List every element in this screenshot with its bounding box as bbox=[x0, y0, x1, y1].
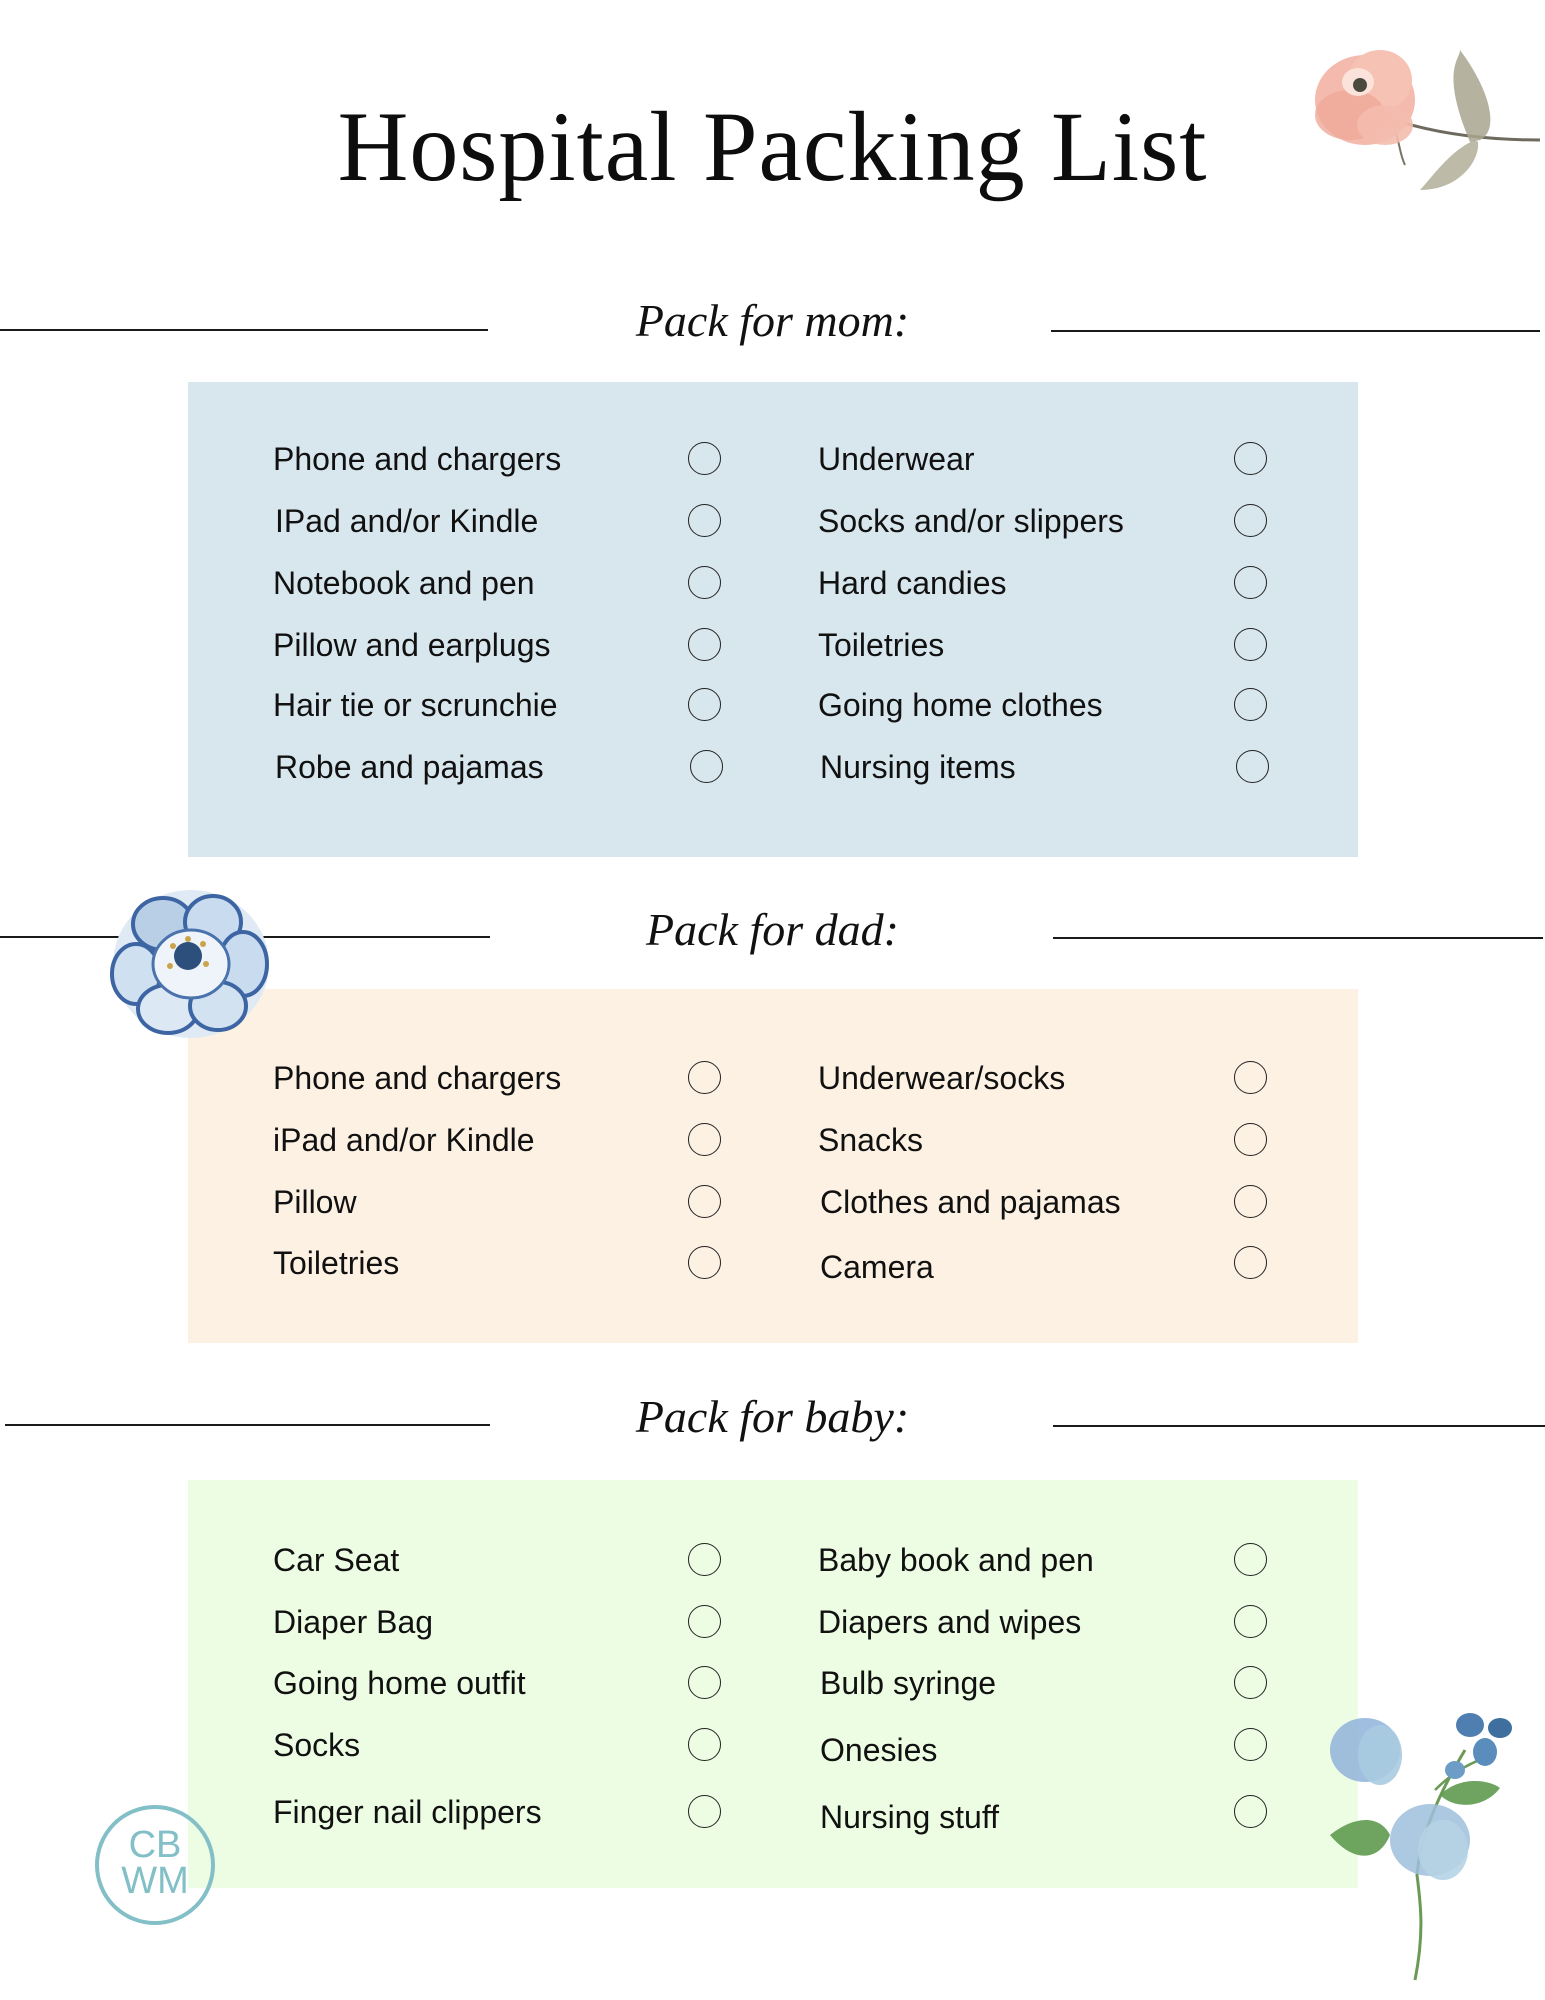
list-item: Going home clothes bbox=[818, 687, 1103, 723]
blue-flower-icon bbox=[108, 884, 274, 1042]
checkbox[interactable] bbox=[1234, 1605, 1267, 1638]
section-heading-baby: Pack for baby: bbox=[635, 1391, 910, 1442]
checkbox[interactable] bbox=[688, 1185, 721, 1218]
section-heading-dad: Pack for dad: bbox=[646, 904, 899, 955]
dad-checklist-box bbox=[188, 989, 1358, 1343]
pink-peony-icon bbox=[1310, 30, 1545, 200]
checkbox[interactable] bbox=[688, 1123, 721, 1156]
checkbox[interactable] bbox=[688, 504, 721, 537]
list-item: iPad and/or Kindle bbox=[273, 1122, 535, 1158]
list-item: Bulb syringe bbox=[820, 1665, 997, 1701]
list-item: Diapers and wipes bbox=[818, 1604, 1082, 1640]
list-item: Phone and chargers bbox=[273, 441, 562, 477]
checkbox[interactable] bbox=[688, 566, 721, 599]
checkbox[interactable] bbox=[1234, 1666, 1267, 1699]
checkbox[interactable] bbox=[1234, 628, 1267, 661]
page-title: Hospital Packing List bbox=[337, 91, 1208, 202]
checkbox[interactable] bbox=[690, 750, 723, 783]
list-item: Nursing items bbox=[820, 749, 1016, 785]
section-heading-mom: Pack for mom: bbox=[635, 295, 910, 346]
checkbox[interactable] bbox=[688, 1666, 721, 1699]
list-item: Finger nail clippers bbox=[273, 1794, 542, 1830]
list-item: Nursing stuff bbox=[820, 1799, 1000, 1835]
list-item: Diaper Bag bbox=[273, 1604, 434, 1640]
list-item: Car Seat bbox=[273, 1542, 400, 1578]
checkbox[interactable] bbox=[1234, 1061, 1267, 1094]
checkbox[interactable] bbox=[688, 628, 721, 661]
list-item: Snacks bbox=[818, 1122, 923, 1158]
checkbox[interactable] bbox=[1234, 1246, 1267, 1279]
list-item: Camera bbox=[820, 1249, 934, 1285]
logo-text-line1: CB bbox=[128, 1824, 182, 1866]
checkbox[interactable] bbox=[1234, 566, 1267, 599]
checkbox[interactable] bbox=[688, 1246, 721, 1279]
list-item: IPad and/or Kindle bbox=[275, 503, 539, 539]
list-item: Underwear/socks bbox=[818, 1060, 1066, 1096]
list-item: Robe and pajamas bbox=[275, 749, 544, 785]
cbwm-logo bbox=[95, 1805, 215, 1925]
checkbox[interactable] bbox=[688, 688, 721, 721]
checkbox[interactable] bbox=[1234, 1543, 1267, 1576]
list-item: Socks bbox=[273, 1727, 361, 1763]
list-item: Toiletries bbox=[273, 1245, 400, 1281]
list-item: Notebook and pen bbox=[273, 565, 535, 601]
logo-text-line2: WM bbox=[121, 1860, 189, 1902]
mom-checklist-box bbox=[188, 382, 1358, 857]
checkbox[interactable] bbox=[1234, 1185, 1267, 1218]
list-item: Socks and/or slippers bbox=[818, 503, 1124, 539]
checkbox[interactable] bbox=[688, 442, 721, 475]
list-item: Phone and chargers bbox=[273, 1060, 562, 1096]
checkbox[interactable] bbox=[1234, 1123, 1267, 1156]
list-item: Toiletries bbox=[818, 627, 945, 663]
checkbox[interactable] bbox=[688, 1728, 721, 1761]
list-item: Going home outfit bbox=[273, 1665, 526, 1701]
checkbox[interactable] bbox=[1234, 504, 1267, 537]
checkbox[interactable] bbox=[1234, 442, 1267, 475]
list-item: Baby book and pen bbox=[818, 1542, 1094, 1578]
baby-checklist-box bbox=[188, 1480, 1358, 1888]
checkbox[interactable] bbox=[688, 1795, 721, 1828]
list-item: Pillow bbox=[273, 1184, 357, 1220]
blue-sweetpea-spray-icon bbox=[1325, 1710, 1515, 1990]
checkbox[interactable] bbox=[1234, 1728, 1267, 1761]
checkbox[interactable] bbox=[1234, 1795, 1267, 1828]
list-item: Clothes and pajamas bbox=[820, 1184, 1121, 1220]
checkbox[interactable] bbox=[688, 1543, 721, 1576]
list-item: Onesies bbox=[820, 1732, 938, 1768]
checkbox[interactable] bbox=[1234, 688, 1267, 721]
list-item: Underwear bbox=[818, 441, 975, 477]
list-item: Hard candies bbox=[818, 565, 1007, 601]
list-item: Hair tie or scrunchie bbox=[273, 687, 558, 723]
checkbox[interactable] bbox=[688, 1605, 721, 1638]
checkbox[interactable] bbox=[688, 1061, 721, 1094]
checkbox[interactable] bbox=[1236, 750, 1269, 783]
list-item: Pillow and earplugs bbox=[273, 627, 551, 663]
